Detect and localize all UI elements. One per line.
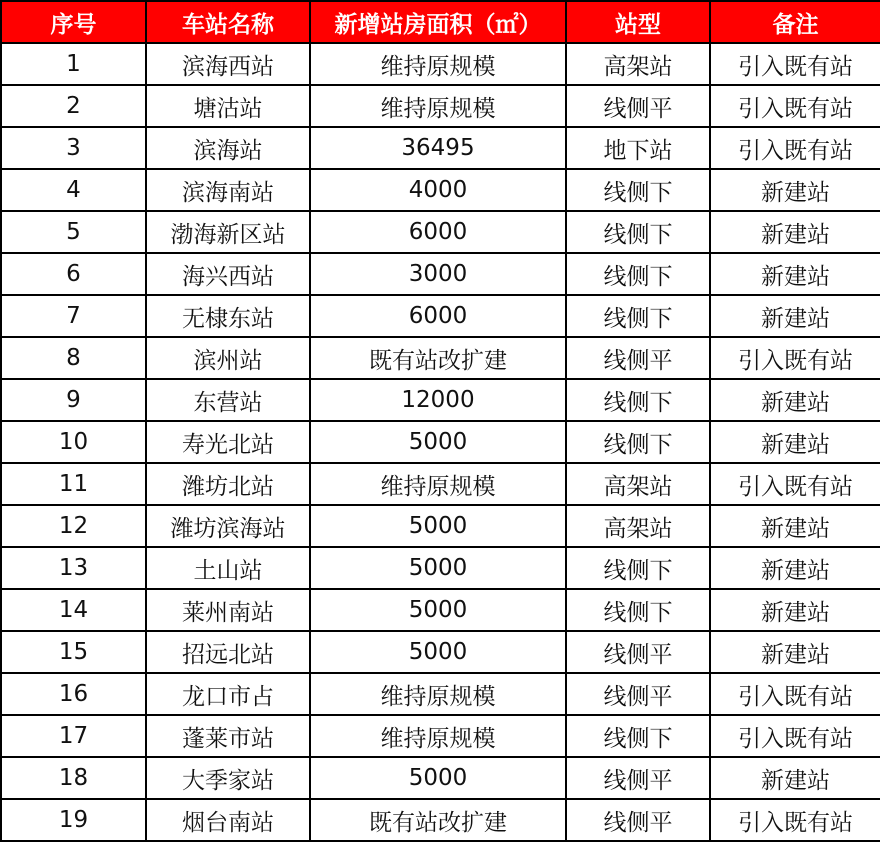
cell-station-type: 线侧下 <box>566 169 710 211</box>
table-row <box>1 547 880 589</box>
cell-index: 15 <box>1 631 146 673</box>
cell-remarks: 新建站 <box>710 379 880 421</box>
cell-station-type: 高架站 <box>566 505 710 547</box>
cell-remarks: 引入既有站 <box>710 463 880 505</box>
table-row <box>1 631 880 673</box>
cell-station-name: 东营站 <box>146 379 310 421</box>
cell-station-type: 线侧下 <box>566 589 710 631</box>
cell-remarks: 新建站 <box>710 421 880 463</box>
header-remarks: 备注 <box>710 1 880 43</box>
table-row <box>1 589 880 631</box>
cell-station-name: 蓬莱市站 <box>146 715 310 757</box>
cell-remarks: 新建站 <box>710 589 880 631</box>
table-row <box>1 463 880 505</box>
cell-station-name: 滨海西站 <box>146 43 310 85</box>
cell-index: 12 <box>1 505 146 547</box>
cell-station-name: 招远北站 <box>146 631 310 673</box>
header-row <box>1 1 880 43</box>
cell-remarks: 引入既有站 <box>710 43 880 85</box>
cell-new-area: 36495 <box>310 127 566 169</box>
cell-index: 18 <box>1 757 146 799</box>
cell-index: 1 <box>1 43 146 85</box>
cell-remarks: 引入既有站 <box>710 127 880 169</box>
cell-index: 17 <box>1 715 146 757</box>
cell-remarks: 新建站 <box>710 547 880 589</box>
cell-new-area: 5000 <box>310 631 566 673</box>
cell-station-type: 线侧平 <box>566 631 710 673</box>
cell-index: 8 <box>1 337 146 379</box>
table-row <box>1 673 880 715</box>
cell-remarks: 新建站 <box>710 757 880 799</box>
cell-remarks: 引入既有站 <box>710 673 880 715</box>
cell-station-type: 线侧下 <box>566 211 710 253</box>
cell-station-type: 线侧下 <box>566 547 710 589</box>
cell-station-name: 寿光北站 <box>146 421 310 463</box>
table-row <box>1 337 880 379</box>
cell-station-name: 滨州站 <box>146 337 310 379</box>
cell-remarks: 引入既有站 <box>710 85 880 127</box>
cell-index: 3 <box>1 127 146 169</box>
cell-remarks: 新建站 <box>710 253 880 295</box>
cell-station-type: 地下站 <box>566 127 710 169</box>
cell-station-name: 潍坊北站 <box>146 463 310 505</box>
table-row <box>1 211 880 253</box>
cell-station-name: 潍坊滨海站 <box>146 505 310 547</box>
cell-new-area: 维持原规模 <box>310 715 566 757</box>
cell-index: 11 <box>1 463 146 505</box>
cell-index: 4 <box>1 169 146 211</box>
cell-station-name: 滨海南站 <box>146 169 310 211</box>
cell-station-name: 无棣东站 <box>146 295 310 337</box>
cell-station-type: 线侧下 <box>566 379 710 421</box>
cell-new-area: 5000 <box>310 589 566 631</box>
cell-remarks: 新建站 <box>710 211 880 253</box>
cell-index: 13 <box>1 547 146 589</box>
cell-station-name: 塘沽站 <box>146 85 310 127</box>
cell-remarks: 引入既有站 <box>710 337 880 379</box>
cell-new-area: 维持原规模 <box>310 673 566 715</box>
cell-station-type: 线侧平 <box>566 337 710 379</box>
cell-new-area: 3000 <box>310 253 566 295</box>
table-row <box>1 253 880 295</box>
table-row <box>1 757 880 799</box>
table-row <box>1 379 880 421</box>
cell-index: 5 <box>1 211 146 253</box>
cell-station-name: 滨海站 <box>146 127 310 169</box>
table-row <box>1 505 880 547</box>
cell-new-area: 维持原规模 <box>310 463 566 505</box>
table-row <box>1 295 880 337</box>
cell-remarks: 新建站 <box>710 295 880 337</box>
cell-index: 6 <box>1 253 146 295</box>
cell-new-area: 既有站改扩建 <box>310 337 566 379</box>
table-row <box>1 127 880 169</box>
cell-index: 2 <box>1 85 146 127</box>
cell-index: 16 <box>1 673 146 715</box>
cell-station-type: 线侧平 <box>566 799 710 841</box>
cell-remarks: 新建站 <box>710 631 880 673</box>
cell-station-type: 线侧下 <box>566 715 710 757</box>
cell-station-name: 海兴西站 <box>146 253 310 295</box>
cell-station-type: 线侧平 <box>566 757 710 799</box>
cell-new-area: 5000 <box>310 505 566 547</box>
table-header <box>1 1 880 43</box>
cell-index: 14 <box>1 589 146 631</box>
header-index: 序号 <box>1 1 146 43</box>
header-station-type: 站型 <box>566 1 710 43</box>
cell-index: 10 <box>1 421 146 463</box>
cell-remarks: 引入既有站 <box>710 799 880 841</box>
cell-station-type: 高架站 <box>566 463 710 505</box>
cell-station-name: 莱州南站 <box>146 589 310 631</box>
cell-station-type: 高架站 <box>566 43 710 85</box>
cell-index: 7 <box>1 295 146 337</box>
cell-new-area: 6000 <box>310 295 566 337</box>
cell-new-area: 4000 <box>310 169 566 211</box>
header-new-area: 新增站房面积（㎡） <box>310 1 566 43</box>
cell-index: 9 <box>1 379 146 421</box>
cell-new-area: 维持原规模 <box>310 85 566 127</box>
cell-remarks: 新建站 <box>710 169 880 211</box>
header-station-name: 车站名称 <box>146 1 310 43</box>
cell-station-type: 线侧下 <box>566 295 710 337</box>
cell-station-name: 土山站 <box>146 547 310 589</box>
cell-new-area: 5000 <box>310 547 566 589</box>
table-row <box>1 85 880 127</box>
table-row <box>1 43 880 85</box>
cell-index: 19 <box>1 799 146 841</box>
cell-station-type: 线侧下 <box>566 421 710 463</box>
cell-new-area: 12000 <box>310 379 566 421</box>
cell-new-area: 维持原规模 <box>310 43 566 85</box>
cell-station-name: 龙口市占 <box>146 673 310 715</box>
cell-station-name: 烟台南站 <box>146 799 310 841</box>
table-body <box>1 43 880 841</box>
cell-station-type: 线侧平 <box>566 673 710 715</box>
table-row <box>1 421 880 463</box>
cell-station-name: 渤海新区站 <box>146 211 310 253</box>
cell-station-name: 大季家站 <box>146 757 310 799</box>
cell-remarks: 引入既有站 <box>710 715 880 757</box>
cell-new-area: 既有站改扩建 <box>310 799 566 841</box>
cell-station-type: 线侧下 <box>566 253 710 295</box>
cell-new-area: 5000 <box>310 757 566 799</box>
table-row <box>1 715 880 757</box>
table-row <box>1 169 880 211</box>
cell-new-area: 5000 <box>310 421 566 463</box>
cell-station-type: 线侧平 <box>566 85 710 127</box>
table-row <box>1 799 880 841</box>
cell-remarks: 新建站 <box>710 505 880 547</box>
cell-new-area: 6000 <box>310 211 566 253</box>
